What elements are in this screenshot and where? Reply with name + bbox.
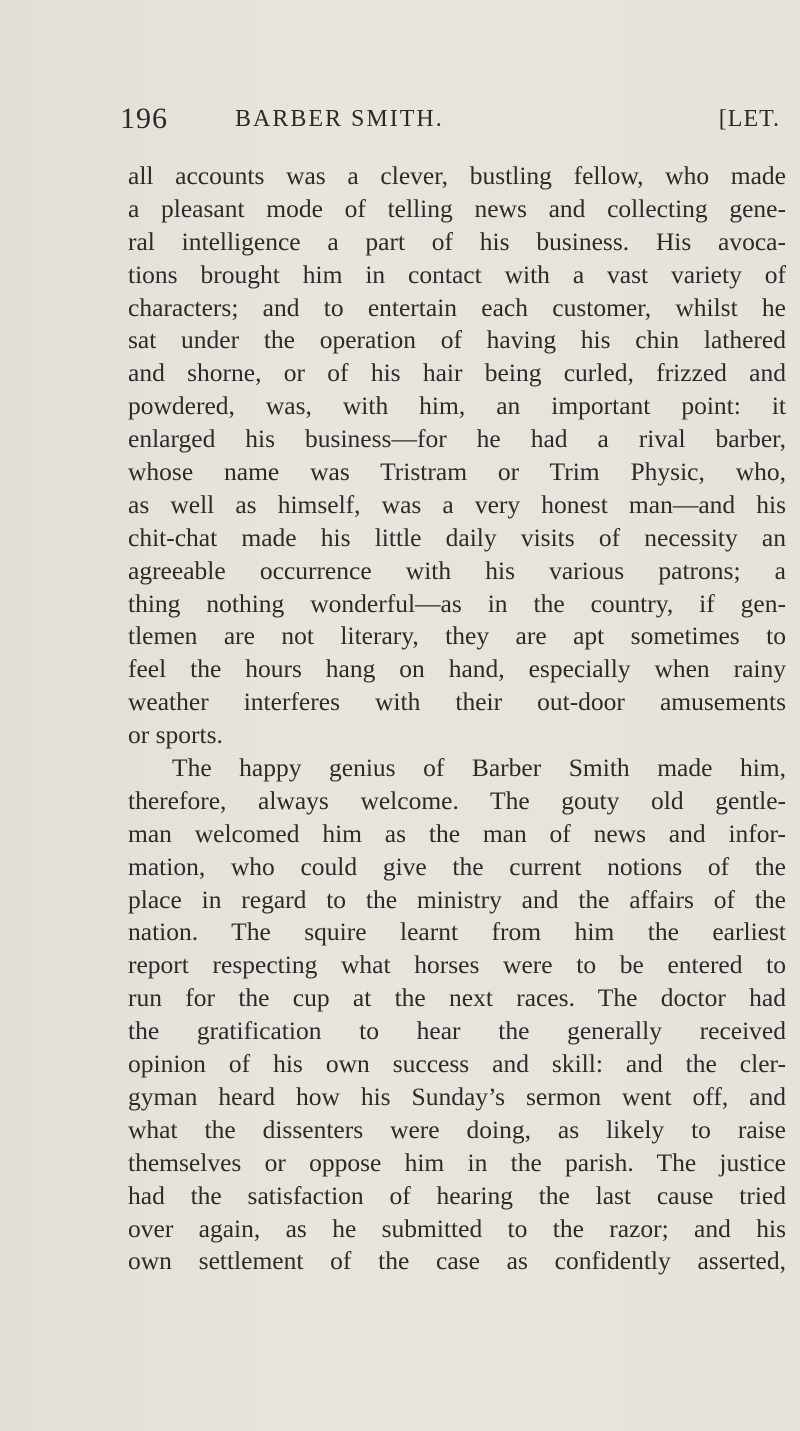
text-line: enlarged his business—for he had a rival barber, [128, 424, 786, 454]
text-line: or sports. [128, 720, 223, 750]
text-line: what the dissenters were doing, as likely to raise [128, 1114, 786, 1144]
page-number: 196 [120, 102, 168, 135]
text-line: chit-chat made his little daily visits of necessity an [128, 522, 786, 552]
body-text [128, 160, 786, 1278]
section-mark: [LET. [718, 106, 780, 132]
text-line: The happy genius of Barber Smith made him, [172, 753, 786, 783]
text-line: powdered, was, with him, an important point: it [128, 391, 786, 421]
text-line: themselves or oppose him in the parish. The justice [128, 1147, 786, 1177]
text-line: weather interferes with their out-door amusements [128, 687, 786, 717]
text-line: tions brought him in contact with a vast variety of [128, 259, 786, 289]
running-title: BARBER SMITH. [235, 106, 444, 132]
text-line: tlemen are not literary, they are apt sometimes to [128, 621, 786, 651]
text-line: gyman heard how his Sunday’s sermon went off, and [128, 1081, 786, 1111]
text-line: over again, as he submitted to the razor; and his [128, 1213, 786, 1243]
text-line: man welcomed him as the man of news and infor- [128, 818, 786, 848]
text-line: opinion of his own success and skill: and the cler- [128, 1049, 786, 1079]
text-line: report respecting what horses were to be entered to [128, 950, 786, 980]
text-line: therefore, always welcome. The gouty old gentle- [128, 785, 786, 815]
text-line: all accounts was a clever, bustling fellow, who made [128, 161, 786, 190]
text-line: feel the hours hang on hand, especially when rainy [128, 654, 786, 684]
text-line: place in regard to the ministry and the affairs of the [128, 884, 786, 914]
text-line: ral intelligence a part of his business. His avoca- [128, 226, 786, 256]
text-line: mation, who could give the current notions of the [128, 851, 786, 881]
text-line: as well as himself, was a very honest man—and his [128, 489, 786, 519]
text-line: agreeable occurrence with his various patrons; a [128, 555, 786, 585]
text-line: the gratification to hear the generally received [128, 1016, 786, 1046]
text-line: and shorne, or of his hair being curled, frizzed and [128, 358, 786, 388]
text-line: sat under the operation of having his chin lathered [128, 325, 786, 355]
text-line: thing nothing wonderful—as in the country, if gen- [128, 588, 786, 618]
text-line: own settlement of the case as confidently asserted, [128, 1246, 786, 1276]
text-line: had the satisfaction of hearing the last cause tried [128, 1180, 786, 1210]
text-line: run for the cup at the next races. The doctor had [128, 983, 786, 1013]
text-line: whose name was Tristram or Trim Physic, who, [128, 457, 786, 487]
text-line: nation. The squire learnt from him the earliest [128, 917, 786, 947]
text-line: a pleasant mode of telling news and collecting gene- [128, 193, 786, 223]
text-line: characters; and to entertain each customer, whilst he [128, 292, 786, 322]
page-header [120, 100, 788, 140]
